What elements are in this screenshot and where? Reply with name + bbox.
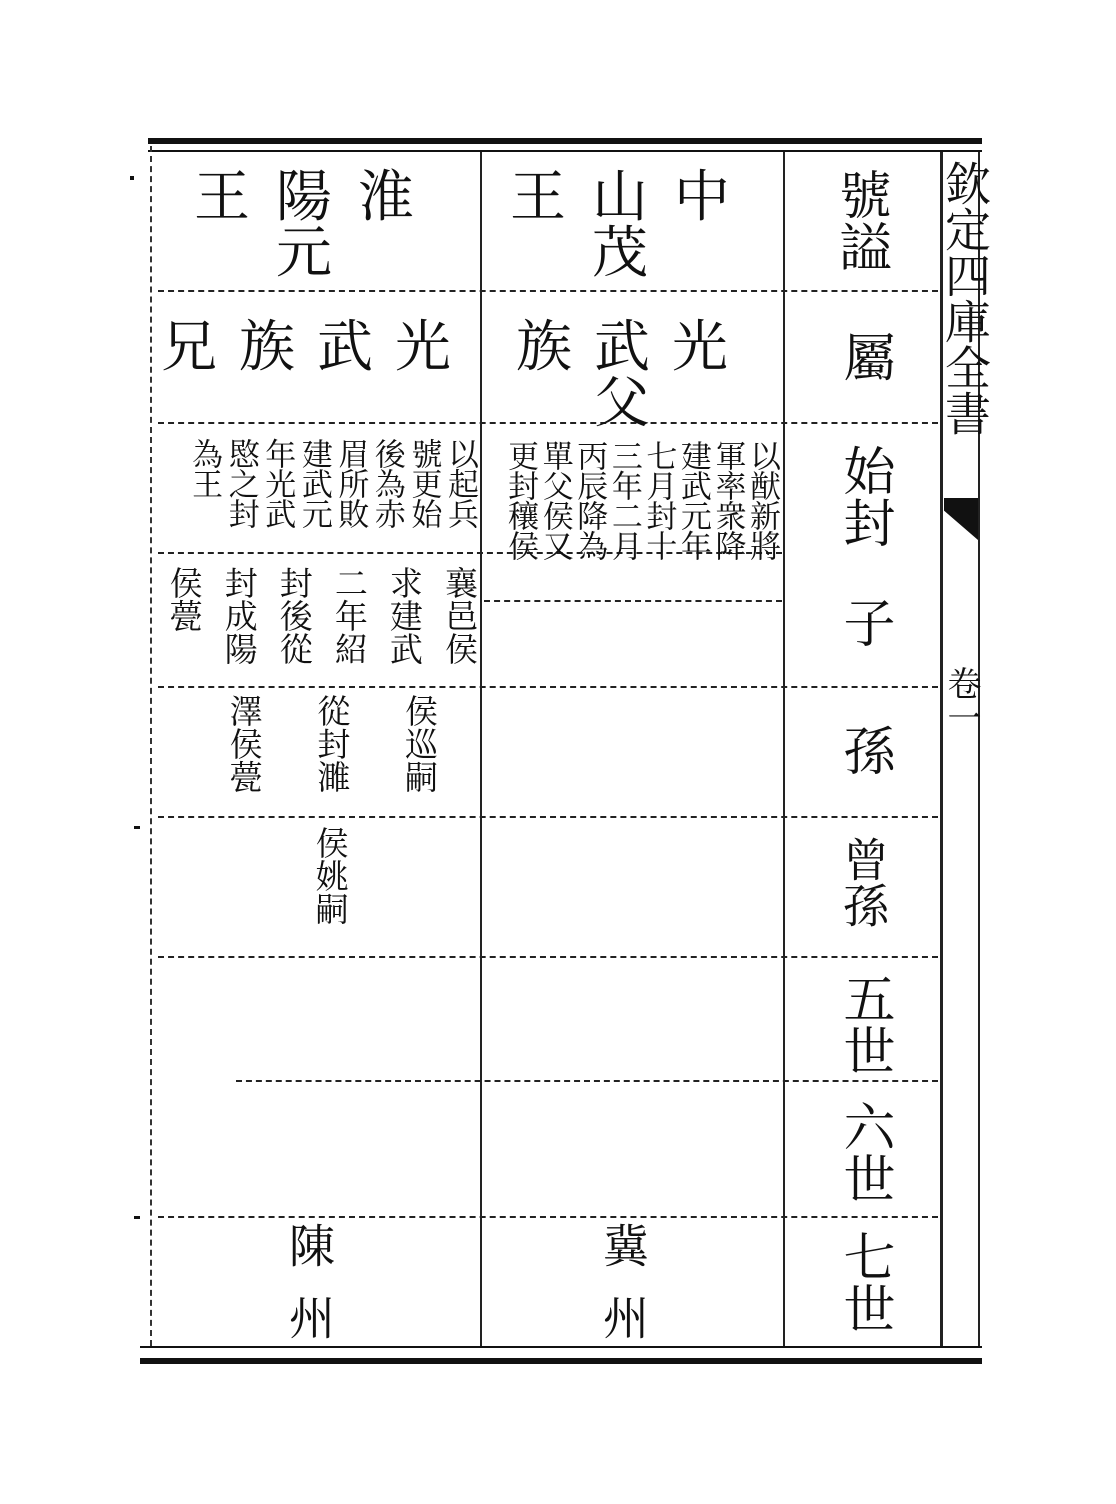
row-sep-6 (158, 956, 938, 958)
note-line: 建武元 (295, 438, 332, 528)
bottom-border-thick (140, 1358, 982, 1364)
note-line: 以猷新將 (744, 440, 780, 560)
note-line: 號更始 (405, 438, 442, 528)
tick-mark (134, 826, 140, 829)
title-huaiyang: 淮陽王元 (194, 165, 440, 286)
top-border-thick (148, 138, 982, 144)
grandson-huaiyang (224, 694, 439, 809)
relation-zhongshan: 光武族父 (516, 315, 750, 436)
note-line: 以起兵 (442, 438, 478, 528)
son-line: 襄邑侯 (439, 566, 479, 665)
col-divider-1 (480, 152, 482, 1346)
cell-title-huaiyang (158, 165, 476, 286)
row-label-sixth-gen: 六世 (834, 1100, 894, 1204)
row-sep-4 (158, 686, 938, 688)
son-line: 封後從 (274, 566, 314, 665)
son-huaiyang (164, 566, 479, 681)
margin-tab-marker (944, 498, 978, 540)
left-border (150, 146, 152, 1346)
tick-mark (134, 1216, 140, 1219)
note-line: 更封穰侯 (502, 440, 539, 560)
grandson-line: 澤侯甍 (224, 694, 264, 793)
note-huaiyang (164, 438, 476, 548)
row-sep-3b (484, 600, 782, 602)
note-line: 眉所敗 (332, 438, 369, 528)
title-zhongshan: 中山王茂 (510, 165, 756, 286)
note-line: 建武元年 (674, 440, 711, 560)
note-line: 後為赤 (368, 438, 405, 528)
row-sep-1 (158, 290, 938, 292)
note-line: 愍之封 (222, 438, 259, 528)
son-line: 封成陽 (219, 566, 259, 665)
book-title: 欽定四庫全書 (938, 160, 992, 436)
grandson-line: 侯巡嗣 (399, 694, 439, 793)
row-label-fifth-gen: 五世 (834, 972, 894, 1076)
col-divider-2 (783, 152, 785, 1346)
place-zhongshan: 冀州 (596, 1222, 650, 1366)
row-label-first-enfeoffed: 始封 (834, 444, 894, 548)
row-sep-8 (158, 1216, 938, 1218)
cell-relation-zhongshan (484, 315, 782, 436)
bottom-border-thin (140, 1346, 982, 1348)
top-border-thin (148, 150, 982, 152)
note-line: 單父侯又 (536, 440, 573, 560)
tick-mark (130, 176, 134, 180)
note-zhongshan (488, 440, 778, 590)
cell-relation-huaiyang (158, 315, 476, 380)
row-label-relation: 屬 (834, 330, 894, 382)
note-line: 為王 (186, 438, 223, 498)
row-label-seventh-gen: 七世 (834, 1230, 894, 1334)
row-label-title: 號謚 (830, 168, 890, 272)
note-line: 七月封十 (640, 440, 677, 560)
row-label-grandson: 孫 (834, 724, 894, 776)
note-line: 年光武 (259, 438, 296, 528)
note-line: 三年二月 (605, 440, 642, 560)
note-line: 丙辰降為 (571, 440, 608, 560)
son-line: 二年紹 (329, 566, 369, 665)
relation-huaiyang: 光武族兄 (161, 315, 473, 380)
place-huaiyang: 陳州 (282, 1222, 336, 1366)
row-label-great-grandson: 曾孫 (836, 836, 890, 928)
note-line: 軍率衆降 (709, 440, 746, 560)
grandson-line: 從封濉 (312, 694, 352, 793)
cell-title-zhongshan (484, 165, 782, 286)
row-label-son: 子 (834, 596, 894, 648)
son-line: 求建武 (384, 566, 424, 665)
volume-label: 卷一 (941, 666, 981, 734)
son-line: 侯甍 (164, 566, 204, 632)
row-sep-5 (158, 816, 938, 818)
great-grandson-huaiyang: 侯姚嗣 (310, 826, 350, 925)
row-sep-7 (236, 1080, 938, 1082)
